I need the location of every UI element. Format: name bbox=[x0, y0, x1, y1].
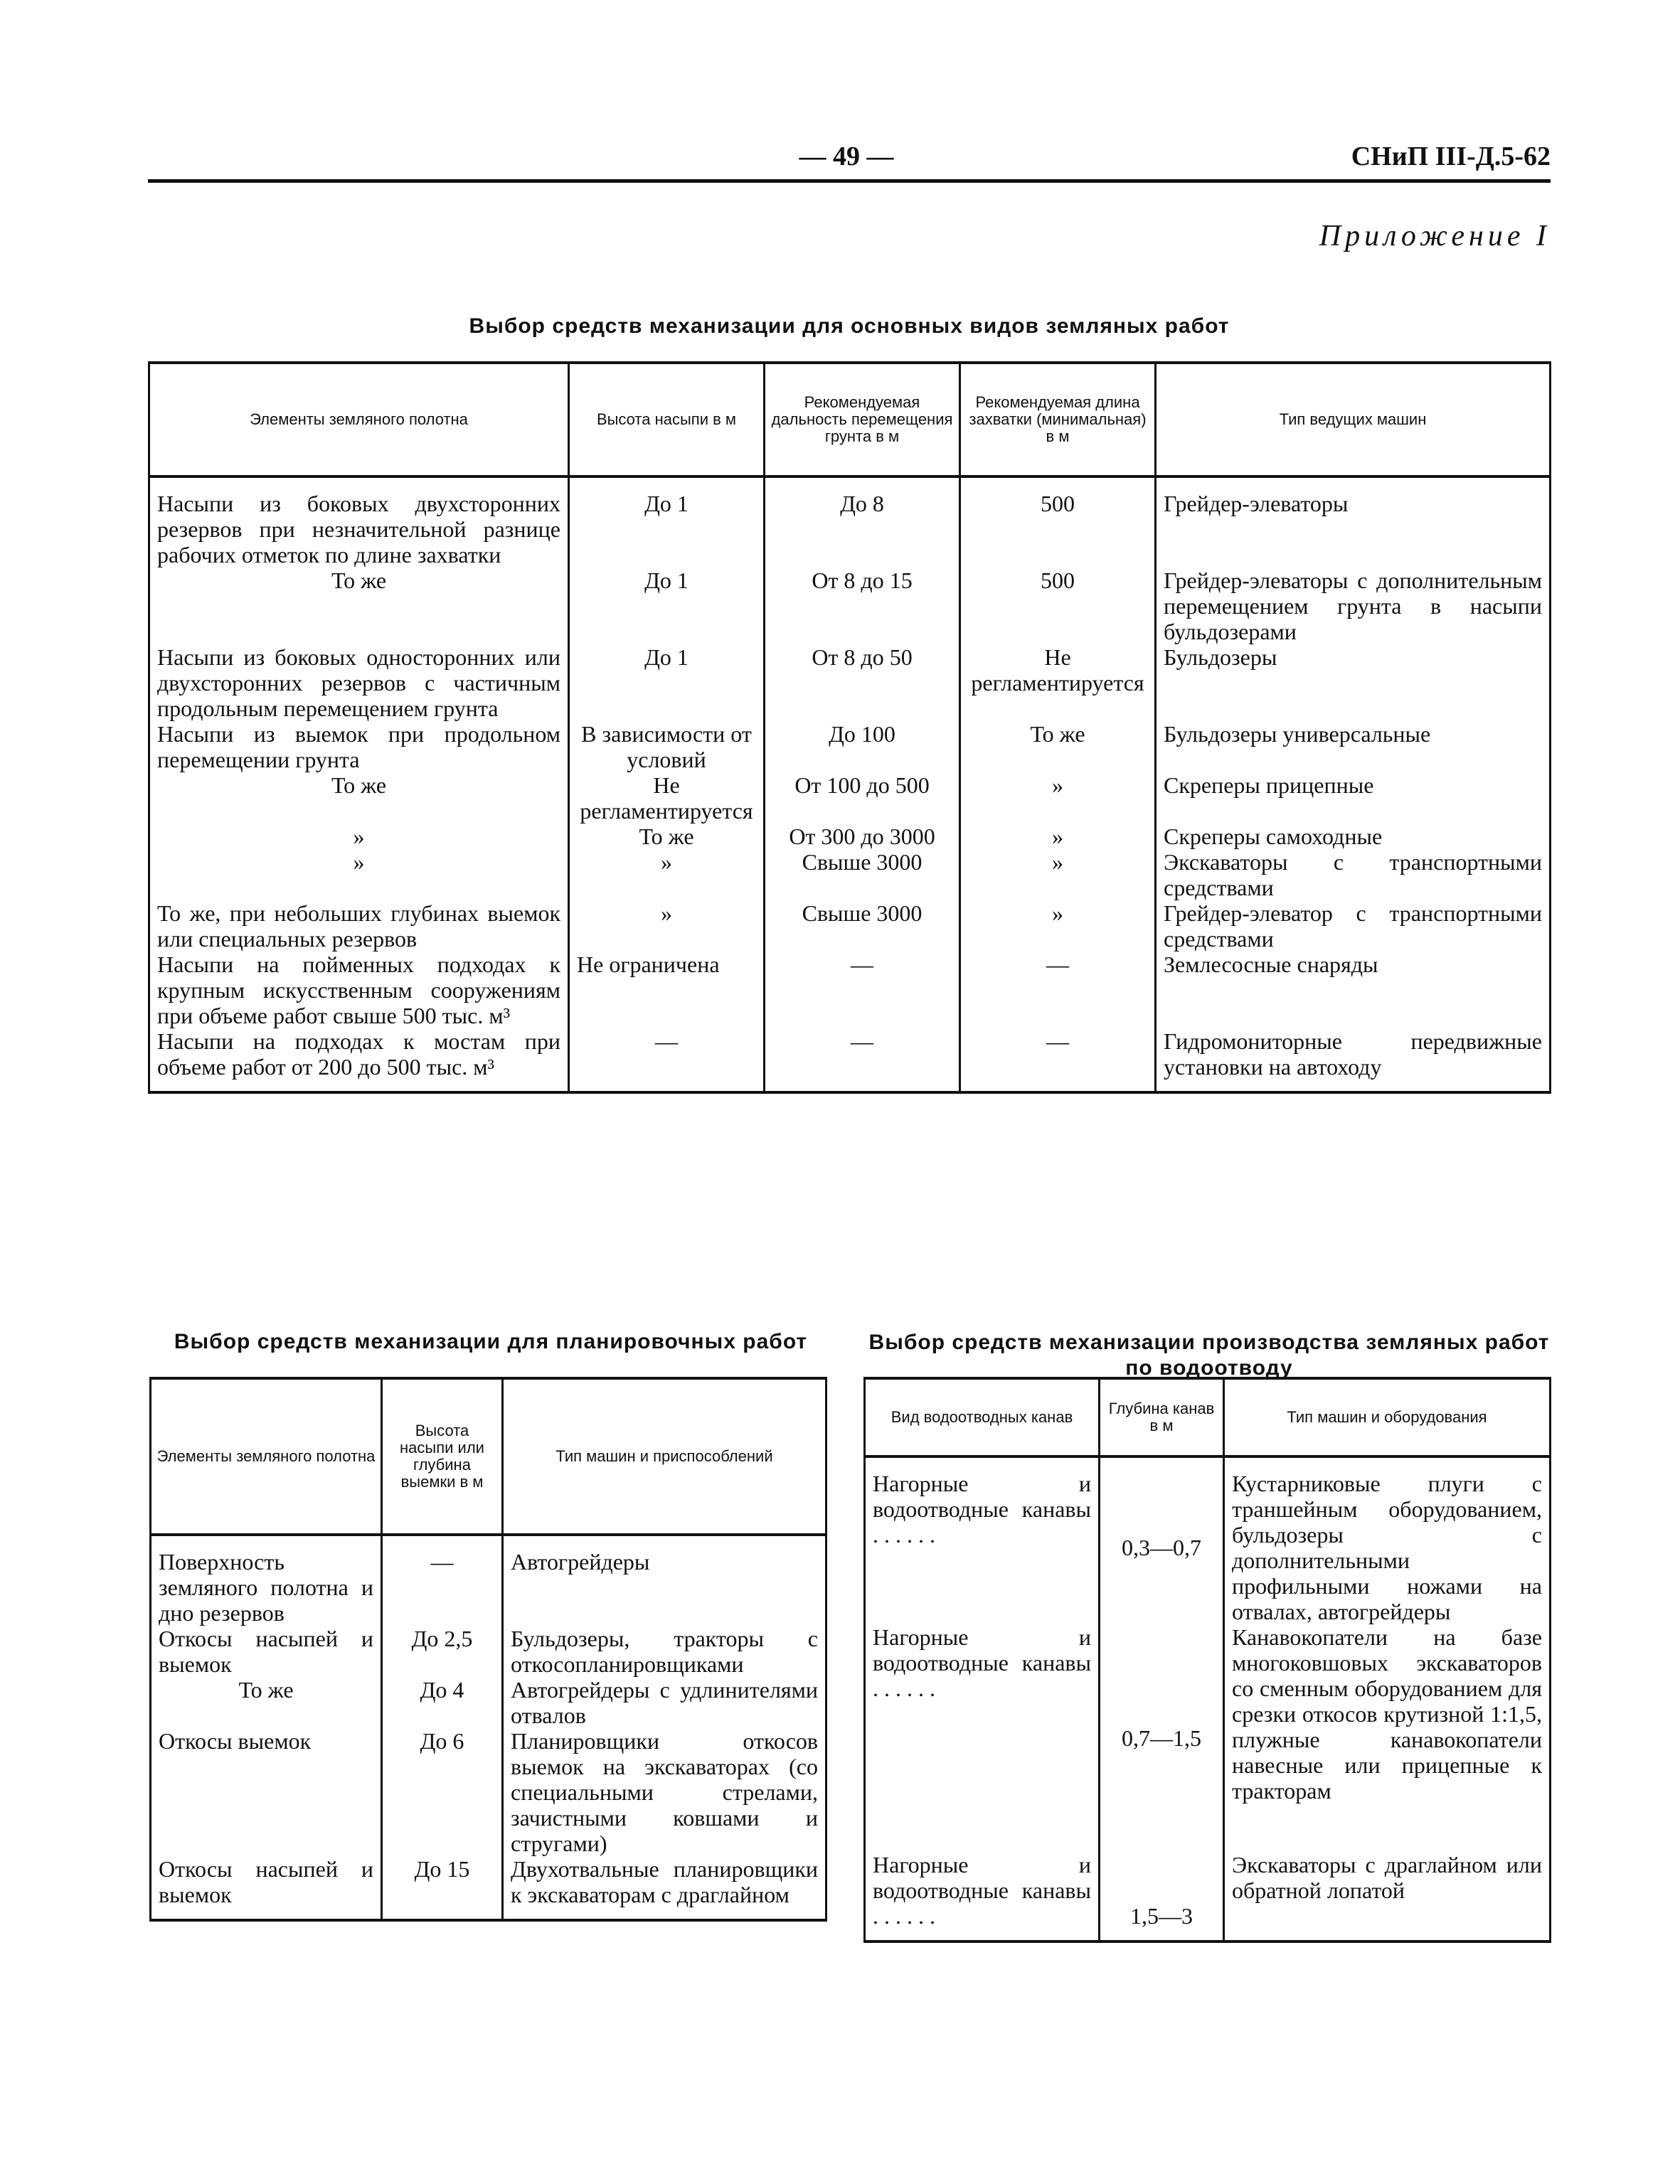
table-cell: Бульдозеры универсальные bbox=[1156, 721, 1551, 772]
table-row bbox=[149, 952, 1551, 1028]
table-row bbox=[149, 900, 1551, 952]
table-earthworks bbox=[148, 361, 1551, 1094]
table-cell: » bbox=[960, 900, 1156, 952]
table-cell: От 8 до 50 bbox=[765, 644, 960, 721]
table-cell: То же bbox=[149, 568, 569, 644]
table-cell: Откосы насыпей и выемок bbox=[151, 1626, 382, 1677]
header-cell: Глубина канав в м bbox=[1100, 1378, 1224, 1456]
table-cell: То же bbox=[960, 721, 1156, 772]
table-cell: Насыпи из боковых двухсторонних резервов при незначительной разнице рабочих отметок по длине захватки bbox=[149, 476, 569, 568]
table-cell: До 15 bbox=[382, 1856, 503, 1920]
table-cell: Бульдозеры, тракторы с откосопланировщиками bbox=[503, 1626, 826, 1677]
table-cell: 0,3—0,7 bbox=[1100, 1456, 1224, 1624]
table-cell: В зависимости от условий bbox=[569, 721, 765, 772]
table-cell: Насыпи из выемок при продольном перемещении грунта bbox=[149, 721, 569, 772]
table-cell: Планировщики откосов выемок на экскаваторах (со специальными стрелами, зачистными ковшами и стругами) bbox=[503, 1728, 826, 1856]
table-cell: От 300 до 3000 bbox=[765, 824, 960, 849]
table-cell: Скреперы прицепные bbox=[1156, 772, 1551, 824]
table-cell: Насыпи из боковых односторонних или двухсторонних резервов с частичным продольным перемещением грунта bbox=[149, 644, 569, 721]
appendix-label: Приложение I bbox=[1319, 220, 1551, 252]
table2-caption: Выбор средств механизации для планировочных работ bbox=[174, 1330, 808, 1353]
table-cell: Бульдозеры bbox=[1156, 644, 1551, 721]
table-row bbox=[149, 1028, 1551, 1092]
table-cell: Не ограничена bbox=[569, 952, 765, 1028]
table-cell: То же bbox=[569, 824, 765, 849]
table-row bbox=[151, 1626, 826, 1677]
table-cell: До 1 bbox=[569, 644, 765, 721]
header-cell: Рекомендуемая дальность перемещения грунта в м bbox=[765, 363, 960, 476]
header-cell: Высота насыпи или глубина выемки в м bbox=[382, 1378, 503, 1535]
table-cell: До 6 bbox=[382, 1728, 503, 1856]
table-cell: От 8 до 15 bbox=[765, 568, 960, 644]
table-cell: До 4 bbox=[382, 1677, 503, 1728]
table-row bbox=[149, 568, 1551, 644]
table-cell: — bbox=[382, 1535, 503, 1626]
table-cell: 0,7—1,5 bbox=[1100, 1624, 1224, 1852]
table-cell: Канавокопатели на базе многоковшовых экскаваторов со сменным оборудованием для срезки откосов крутизной 1:1,5, плужные канавокопатели навесные или прицепные к тракторам bbox=[1224, 1624, 1551, 1852]
table-cell: До 2,5 bbox=[382, 1626, 503, 1677]
table-cell: Насыпи на подходах к мостам при объеме работ от 200 до 500 тыс. м³ bbox=[149, 1028, 569, 1092]
table-cell: Насыпи на пойменных подходах к крупным искусственным сооружениям при объеме работ свыше 500 тыс. м³ bbox=[149, 952, 569, 1028]
table-cell: То же bbox=[151, 1677, 382, 1728]
table-cell: Экскаваторы с транспортными средствами bbox=[1156, 849, 1551, 900]
header-cell: Элементы земляного полотна bbox=[151, 1378, 382, 1535]
header-cell: Вид водоотводных канав bbox=[865, 1378, 1100, 1456]
table-cell: Откосы насыпей и выемок bbox=[151, 1856, 382, 1920]
table-cell: До 1 bbox=[569, 568, 765, 644]
table-row bbox=[865, 1624, 1551, 1852]
table-cell: До 8 bbox=[765, 476, 960, 568]
table-cell: Не регламентируется bbox=[960, 644, 1156, 721]
table-cell: Нагорные и водоотводные канавы . . . . . . bbox=[865, 1456, 1100, 1624]
table-cell: Поверхность земляного полотна и дно резервов bbox=[151, 1535, 382, 1626]
table-cell: Свыше 3000 bbox=[765, 900, 960, 952]
table-cell: Двухотвальные планировщики к экскаваторам с драглайном bbox=[503, 1856, 826, 1920]
table-cell: Кустарниковые плуги с траншейным оборудованием, бульдозеры с дополнительными профильными ножами на отвалах, автогрейдеры bbox=[1224, 1456, 1551, 1624]
table-cell: Грейдер-элеваторы с дополнительным перемещением грунта в насыпи бульдозерами bbox=[1156, 568, 1551, 644]
table-row bbox=[149, 644, 1551, 721]
table-row bbox=[151, 1728, 826, 1856]
table-row bbox=[865, 1852, 1551, 1941]
table-cell: До 100 bbox=[765, 721, 960, 772]
header-cell: Тип машин и оборудования bbox=[1224, 1378, 1551, 1456]
header-cell: Рекомендуемая длина захватки (минимальная) в м bbox=[960, 363, 1156, 476]
table-cell: Нагорные и водоотводные канавы . . . . . . bbox=[865, 1852, 1100, 1941]
document-code: СНиП III-Д.5-62 bbox=[1351, 142, 1551, 171]
table-cell: Грейдер-элеваторы bbox=[1156, 476, 1551, 568]
table3-caption: Выбор средств механизации производства земляных работ по водоотводу bbox=[868, 1331, 1550, 1380]
table-cell: До 1 bbox=[569, 476, 765, 568]
table-cell: — bbox=[960, 1028, 1156, 1092]
table-grading bbox=[149, 1377, 827, 1922]
table-cell: Автогрейдеры с удлинителями отвалов bbox=[503, 1677, 826, 1728]
table-row bbox=[865, 1456, 1551, 1624]
table-cell: — bbox=[765, 952, 960, 1028]
table-row bbox=[151, 1535, 826, 1626]
table-drainage bbox=[863, 1377, 1551, 1943]
table-cell: — bbox=[960, 952, 1156, 1028]
table-row bbox=[149, 721, 1551, 772]
table-cell: Гидромониторные передвижные установки на автоходу bbox=[1156, 1028, 1551, 1092]
table-row bbox=[149, 476, 1551, 568]
table-cell: » bbox=[960, 772, 1156, 824]
table-row bbox=[151, 1856, 826, 1920]
table-cell: Скреперы самоходные bbox=[1156, 824, 1551, 849]
header-cell: Элементы земляного полотна bbox=[149, 363, 569, 476]
table-cell: » bbox=[149, 849, 569, 900]
header-rule bbox=[148, 179, 1551, 183]
header-cell: Высота насыпи в м bbox=[569, 363, 765, 476]
table-cell: Откосы выемок bbox=[151, 1728, 382, 1856]
table-cell: » bbox=[569, 900, 765, 952]
table-cell: — bbox=[569, 1028, 765, 1092]
table-cell: » bbox=[569, 849, 765, 900]
table-cell: 500 bbox=[960, 476, 1156, 568]
table-cell: Автогрейдеры bbox=[503, 1535, 826, 1626]
table-cell: Нагорные и водоотводные канавы . . . . . . bbox=[865, 1624, 1100, 1852]
table-row bbox=[151, 1677, 826, 1728]
table-cell: Землесосные снаряды bbox=[1156, 952, 1551, 1028]
table-row bbox=[149, 849, 1551, 900]
table-cell: То же, при небольших глубинах выемок или специальных резервов bbox=[149, 900, 569, 952]
page-number: — 49 — bbox=[799, 142, 894, 171]
header-cell: Тип машин и приспособлений bbox=[503, 1378, 826, 1535]
table-cell: Экскаваторы с драглайном или обратной лопатой bbox=[1224, 1852, 1551, 1941]
table-cell: От 100 до 500 bbox=[765, 772, 960, 824]
table-cell: » bbox=[149, 824, 569, 849]
table-cell: 1,5—3 bbox=[1100, 1852, 1224, 1941]
table-cell: Грейдер-элеватор с транспортными средствами bbox=[1156, 900, 1551, 952]
table-cell: То же bbox=[149, 772, 569, 824]
table-cell: — bbox=[765, 1028, 960, 1092]
table-row bbox=[149, 824, 1551, 849]
table-cell: 500 bbox=[960, 568, 1156, 644]
table1-caption: Выбор средств механизации для основных видов земляных работ bbox=[469, 314, 1230, 338]
table-cell: Не регламентируется bbox=[569, 772, 765, 824]
table-cell: Свыше 3000 bbox=[765, 849, 960, 900]
table-cell: » bbox=[960, 824, 1156, 849]
table-row bbox=[149, 772, 1551, 824]
table-cell: » bbox=[960, 849, 1156, 900]
header-cell: Тип ведущих машин bbox=[1156, 363, 1551, 476]
